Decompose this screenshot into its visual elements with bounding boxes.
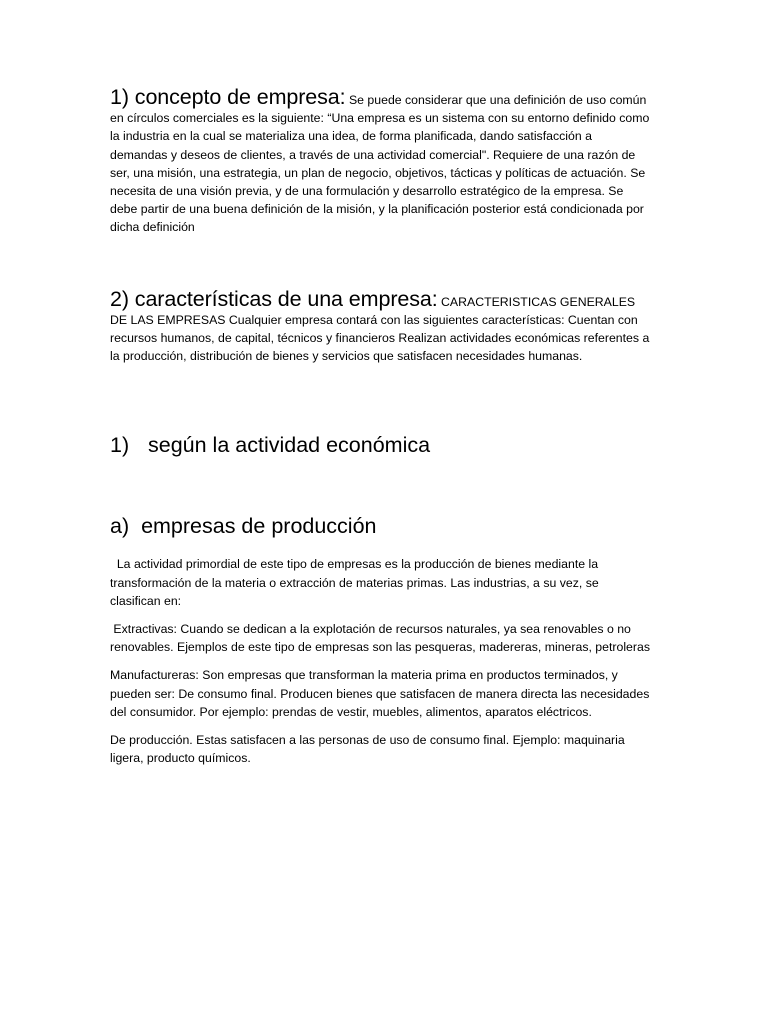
section-body-caracteristicas: CARACTERISTICAS GENERALES DE LAS EMPRESAS Cualquier empresa contará con las siguientes características: Cuentan con recursos humanos, de capital, técnicos y financieros Realizan actividades económicas referentes a la producción, distribución de bienes y servicios que satisfacen necesidades humanas. [110, 294, 650, 364]
section-caracteristicas-empresa [110, 286, 650, 366]
list-number: 1) [110, 433, 130, 458]
paragraph-intro-produccion [110, 555, 650, 610]
paragraph-extractivas [110, 620, 650, 656]
section-heading-concepto: 1) concepto de empresa: [110, 85, 346, 109]
paragraph-de-produccion: De producción. Estas satisfacen a las personas de uso de consumo final. Ejemplo: maquinaria ligera, producto químicos. [110, 733, 625, 766]
section-concepto-empresa [110, 85, 650, 237]
section-heading-actividad-economica [110, 432, 650, 458]
document-page [110, 85, 650, 767]
paragraph-manufactureras: Manufactureras: Son empresas que transforman la materia prima en productos terminados, y pueden ser: De consumo final. Producen bienes que satisfacen de manera directa las necesidades del consumidor. Por ejemplo: prendas de vestir, muebles, alimentos, aparatos eléctricos. [110, 668, 650, 719]
section-heading-empresas-produccion: a) empresas de producción [110, 514, 377, 539]
section-body-concepto: Se puede considerar que una definición de uso común en círculos comerciales es la siguiente: “Una empresa es un sistema con su entorno definido como la industria en la cual se materializa una idea, de forma planificada, dando satisfacción a demandas y deseos de clientes, a través de una actividad comercial". Requiere de una razón de ser, una misión, una estrategia, un plan de negocio, objetivos, tácticas y políticas de actuación. Se necesita de una visión previa, y de una formulación y desarrollo estratégico de la empresa. Se debe partir de una buena definición de la misión, y la planificación posterior está condicionada por dicha definición [110, 93, 650, 235]
section-heading-caracteristicas: 2) características de una empresa: [110, 286, 438, 311]
heading-text: según la actividad económica [148, 433, 431, 458]
paragraph-intro-text: La actividad primordial de este tipo de empresas es la producción de bienes mediante la transformación de la materia o extracción de materias primas. Las industrias, a su vez, se clasifican en: [110, 557, 599, 608]
paragraph-extractivas-text: Extractivas: Cuando se dedican a la explotación de recursos naturales, ya sea renovables o no renovables. Ejemplos de este tipo de empresas son las pesqueras, madereras, mineras, petroleras [110, 622, 650, 655]
